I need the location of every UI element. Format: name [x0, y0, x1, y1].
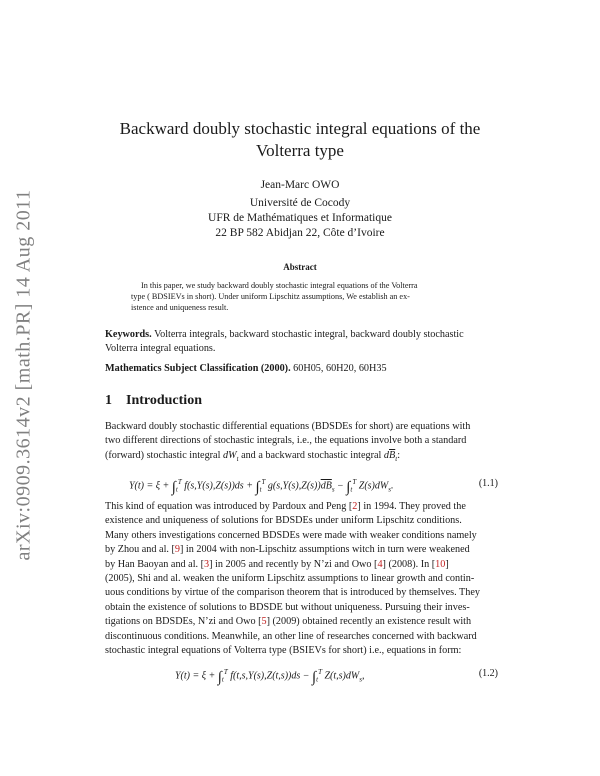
title-line-1: Backward doubly stochastic integral equations of the	[119, 119, 481, 138]
p2-l1b: ] in 1994. They proved the	[357, 501, 466, 512]
history-paragraph	[105, 500, 498, 658]
citation-2[interactable]: 2	[352, 501, 358, 512]
paper-title	[100, 118, 500, 162]
citation-4[interactable]: 4	[377, 558, 383, 570]
p2-l9b: ] (2009) obtained recently an existence result with	[266, 616, 472, 628]
equation-1-2: $Y(t) = \xi + \int_t^T$ $f(t,s,Y(s),Z(t,s))ds - \int_t^T$ $Z(t,s)dW_s$, (1.2)	[175, 668, 498, 686]
author-name: Jean-Marc OWO	[260, 179, 340, 191]
p2-l10: discontinuous conditions. Meanwhile, an other line of researches concerned with backward	[105, 630, 477, 642]
eq2-tag: (1.2)	[478, 668, 498, 679]
p2-l3: Many others investigations concerned BDSDEs were made with weaker conditions namely	[105, 529, 477, 541]
arxiv-stamp-text: arXiv:0909.3614v2 [math.PR] 14 Aug 2011	[12, 189, 35, 561]
intro-line-3a: (forward) stochastic integral	[105, 449, 221, 461]
affiliation-1: Université de Cocody	[249, 197, 351, 209]
intro-line-3b: and a backward stochastic integral	[241, 449, 382, 461]
section-heading	[105, 393, 202, 409]
arxiv-stamp	[8, 180, 40, 570]
eq2-lhs: Y(t) = ξ +	[175, 670, 216, 682]
p2-l11: stochastic integral equations of Volterra type (BSIEVs for short) i.e., equations in form:	[105, 645, 462, 657]
p2-l8: obtain the existence of solutions to BDSDE but without uniqueness. Pursuing their inves-	[105, 601, 470, 613]
intro-paragraph: Backward doubly stochastic differential equations (BDSDEs for short) are equations with two different directions of stochastic integrals, i.e., the equations involve both a standard (forward) stochastic integral $dW_t$ and a backward stochastic integral $d\overline{B}_t$:	[105, 420, 498, 466]
intro-line-2: two different directions of stochastic integrals, i.e., the equations involve both a standard	[105, 435, 467, 447]
citation-9[interactable]: 9	[174, 544, 180, 556]
citation-10[interactable]: 10	[435, 558, 446, 570]
author-block	[100, 178, 500, 241]
msc-codes: 60H05, 60H20, 60H35	[293, 363, 387, 374]
p2-l5c: ] (2008). In [	[382, 558, 436, 570]
p2-l4b: ] in 2004 with non-Lipschitz assumptions witch in turn were weakened	[179, 544, 470, 556]
eq1-tag: (1.1)	[478, 478, 498, 489]
eq1-term-3: Z(s)dW	[358, 480, 389, 492]
citation-5[interactable]: 5	[261, 616, 267, 628]
p2-l9a: tigations on BDSDEs, N’zi and Owo [	[105, 616, 262, 628]
abstract-line-2: type ( BDSIEVs in short). Under uniform Lipschitz assumptions, We establish an ex-	[131, 292, 410, 301]
p2-l5a: by Han Baoyan and al. [	[105, 558, 205, 570]
p2-l7: uous conditions by virtue of the comparison theorem that is introduced by themselves. They	[105, 587, 480, 599]
msc-label: Mathematics Subject Classification (2000).	[105, 363, 291, 374]
eq2-term-2: Z(t,s)dW	[324, 670, 360, 682]
p2-l4a: by Zhou and al. [	[105, 544, 175, 556]
abstract-body	[131, 280, 469, 313]
affiliation-2: UFR de Mathématiques et Informatique	[208, 212, 392, 224]
keywords-line-1: Volterra integrals, backward stochastic integral, backward doubly stochastic	[154, 329, 464, 340]
eq1-term-1: f(s,Y(s),Z(s))ds +	[184, 480, 253, 492]
abstract-heading: Abstract	[283, 262, 317, 272]
intro-line-1: Backward doubly stochastic differential equations (BDSDEs for short) are equations with	[105, 421, 471, 432]
p2-l5b: ] in 2005 and recently by N’zi and Owo [	[209, 558, 378, 570]
p2-l1a: This kind of equation was introduced by Pardoux and Peng [	[105, 501, 353, 512]
equation-1-1: $Y(t) = \xi + \int_t^T$ $f(s,Y(s),Z(s))ds + \int_t^T$ $g(s,Y(s),Z(s))\overline{dB}_s - \int_t^T$ $Z(s)dW_s$. (1.1)	[129, 478, 498, 496]
keywords	[105, 328, 498, 357]
p2-l5d: ]	[445, 558, 449, 570]
p2-l6: (2005), Shi and al. weaken the uniform Lipschitz assumptions to linear growth and contin-	[105, 573, 475, 585]
eq1-lhs: Y(t) = ξ +	[129, 480, 170, 492]
abstract-line-3: istence and uniqueness result.	[131, 303, 229, 312]
section-title: Introduction	[126, 393, 202, 408]
msc-classification	[105, 362, 498, 376]
p2-l2: existence and uniqueness of solutions for BDSDEs under uniform Lipschitz conditions.	[105, 515, 462, 527]
section-number: 1	[105, 393, 112, 408]
abstract-line-1: In this paper, we study backward doubly stochastic integral equations of the Volterra	[141, 281, 418, 290]
keywords-label: Keywords.	[105, 329, 152, 340]
eq1-term-2: g(s,Y(s),Z(s))	[267, 480, 321, 492]
eq1-term-2b: $\overline{dB}$	[320, 480, 332, 492]
keywords-line-2: Volterra integral equations.	[105, 343, 216, 355]
citation-3[interactable]: 3	[204, 558, 210, 570]
title-line-2: Volterra type	[256, 141, 344, 160]
eq2-term-1: f(t,s,Y(s),Z(t,s))ds −	[230, 670, 310, 682]
affiliation-3: 22 BP 582 Abidjan 22, Côte d’Ivoire	[215, 227, 385, 239]
